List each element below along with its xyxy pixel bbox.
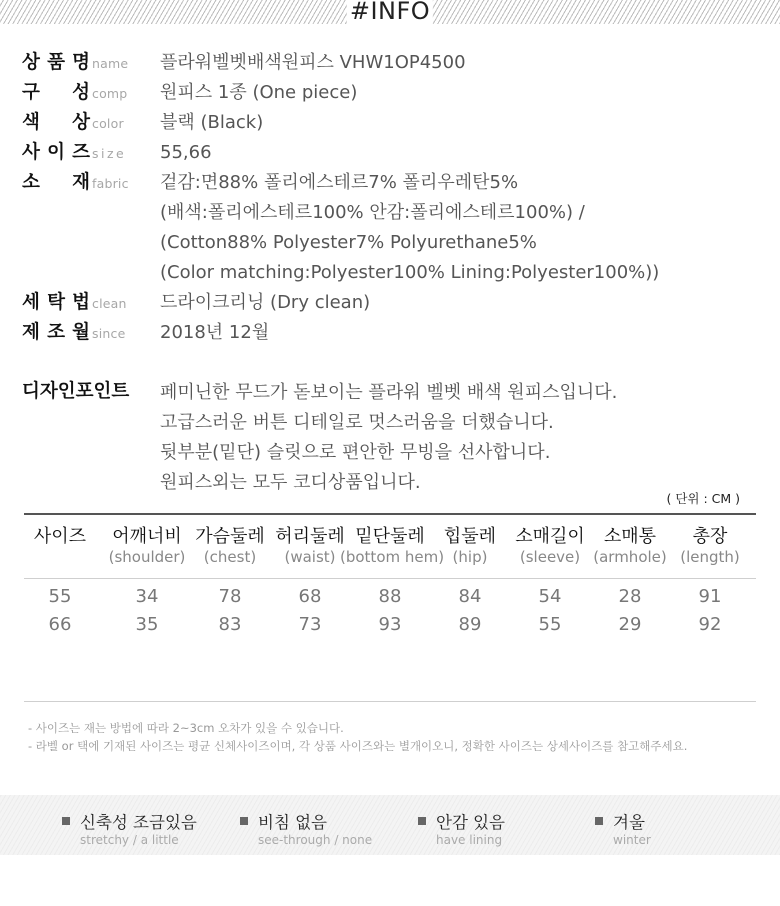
table-header-en: (bottom hem) (340, 548, 445, 566)
feature-sublabel: see-through / none (258, 833, 373, 847)
feature-label: 비침 없음 (258, 813, 328, 832)
feature-label: 겨울 (613, 813, 645, 832)
info-label-char: 즈 (72, 142, 90, 163)
feature-item (418, 809, 505, 847)
table-cell: 28 (618, 586, 642, 607)
info-row (22, 138, 762, 168)
table-header-divider (24, 578, 756, 579)
info-label-char: 조 (47, 322, 65, 343)
info-value-line: (Cotton88% Polyester7% Polyurethane5% (160, 232, 537, 253)
info-value (160, 78, 357, 108)
info-label-en: fabric (92, 176, 129, 191)
size-note: - 사이즈는 재는 방법에 따라 2~3cm 오차가 있을 수 있습니다. (28, 721, 344, 735)
table-cell: 84 (458, 586, 482, 607)
info-label-ko (22, 138, 90, 164)
table-cell: 83 (218, 614, 242, 635)
info-label-char: 성 (72, 82, 90, 103)
info-label-en: since (92, 326, 126, 341)
info-label-ko (22, 318, 90, 344)
info-row (22, 318, 762, 348)
feature-item (62, 809, 197, 847)
info-value-line: 원피스 1종 (One piece) (160, 82, 358, 103)
table-header: 소매길이 (515, 526, 585, 547)
table-header-en: (armhole) (593, 548, 667, 566)
info-label-char: 월 (72, 322, 90, 343)
info-value-line: 2018년 12월 (160, 322, 270, 343)
table-cell: 78 (218, 586, 242, 607)
info-label (22, 78, 160, 104)
table-cell: 88 (378, 586, 402, 607)
info-value-line: (Color matching:Polyester100% Lining:Polyester100%)) (160, 262, 660, 283)
table-header-en: (chest) (203, 548, 257, 566)
info-label (22, 48, 160, 74)
table-header: 밑단둘레 (355, 526, 425, 547)
design-point (22, 378, 762, 498)
table-header-en: (waist) (284, 548, 336, 566)
info-label-char: 명 (72, 52, 90, 73)
design-line: 고급스러운 버튼 디테일로 멋스러움을 더했습니다. (160, 412, 554, 433)
info-row (22, 48, 762, 78)
feature-label: 신축성 조금있음 (80, 813, 197, 832)
info-label-char: 재 (72, 172, 90, 193)
info-value-line: 플라워벨벳배색원피스 VHW1OP4500 (160, 52, 466, 73)
table-header: 어깨너비 (112, 526, 182, 547)
info-label-en: comp (92, 86, 128, 101)
square-bullet-icon (240, 817, 248, 825)
table-header: 허리둘레 (275, 526, 345, 547)
info-value-line: 블랙 (Black) (160, 112, 264, 133)
info-header-title: #INFO (347, 0, 433, 25)
info-label (22, 318, 160, 344)
product-info-list (22, 48, 762, 348)
table-header: 소매통 (603, 526, 657, 547)
info-label-char: 구 (22, 82, 40, 103)
info-label (22, 108, 160, 134)
table-header: 사이즈 (33, 526, 87, 547)
square-bullet-icon (595, 817, 603, 825)
info-value (160, 288, 370, 318)
info-label-char: 세 (22, 292, 40, 313)
unit-label: ( 단위 : CM ) (666, 491, 740, 506)
table-cell: 29 (618, 614, 642, 635)
info-label-char: 소 (22, 172, 40, 193)
info-value-line: 겉감:면88% 폴리에스테르7% 폴리우레탄5% (160, 172, 519, 193)
info-row (22, 168, 762, 288)
info-label-char: 색 (22, 112, 40, 133)
feature-item (595, 809, 651, 847)
info-label-char: 이 (47, 142, 65, 163)
info-value (160, 48, 466, 78)
table-cell: 92 (698, 614, 722, 635)
table-header: 가슴둘레 (195, 526, 265, 547)
table-cell: 93 (378, 614, 402, 635)
info-label-ko (22, 168, 90, 194)
info-value-line: 55,66 (160, 142, 212, 163)
design-line: 원피스외는 모두 코디상품입니다. (160, 472, 421, 493)
table-cell: 34 (135, 586, 159, 607)
info-label (22, 138, 160, 164)
square-bullet-icon (62, 817, 70, 825)
info-value (160, 318, 269, 348)
info-label-ko (22, 108, 90, 134)
table-header-en: (hip) (452, 548, 488, 566)
info-value-line: 드라이크리닝 (Dry clean) (160, 292, 371, 313)
design-line: 페미닌한 무드가 돋보이는 플라워 벨벳 배색 원피스입니다. (160, 382, 618, 403)
feature-item (240, 809, 372, 847)
info-value-line: (배색:폴리에스테르100% 안감:폴리에스테르100%) / (160, 202, 585, 223)
square-bullet-icon (418, 817, 426, 825)
table-bottom-rule (24, 701, 756, 702)
info-label-ko (22, 78, 90, 104)
feature-label: 안감 있음 (436, 813, 506, 832)
table-cell: 91 (698, 586, 722, 607)
design-point-label: 디자인포인트 (22, 381, 130, 402)
table-cell: 66 (48, 614, 72, 635)
info-label-en: size (92, 146, 127, 161)
info-value (160, 138, 212, 168)
info-label-char: 제 (22, 322, 40, 343)
info-label-char: 탁 (47, 292, 65, 313)
info-label-ko (22, 48, 90, 74)
info-label-en: clean (92, 296, 127, 311)
info-header-band (0, 0, 780, 24)
table-cell: 54 (538, 586, 562, 607)
info-label-char: 법 (72, 292, 90, 313)
table-cell: 35 (135, 614, 159, 635)
info-row (22, 108, 762, 138)
info-label (22, 288, 160, 314)
feature-sublabel: winter (613, 833, 651, 847)
info-row (22, 78, 762, 108)
table-header-en: (shoulder) (108, 548, 186, 566)
info-label-en: name (92, 56, 129, 71)
design-point-text (160, 378, 617, 498)
table-header-en: (sleeve) (519, 548, 581, 566)
size-note: - 라벨 or 택에 기재된 사이즈는 평균 신체사이즈이며, 각 상품 사이즈와는 별개이오니, 정확한 사이즈는 상세사이즈를 참고해주세요. (28, 739, 688, 753)
table-header-en: (length) (680, 548, 740, 566)
feature-sublabel: stretchy / a little (80, 833, 179, 847)
info-label-en: color (92, 116, 124, 131)
table-cell: 55 (538, 614, 562, 635)
info-label-ko (22, 288, 90, 314)
feature-strip (0, 795, 780, 855)
table-header: 총장 (692, 526, 728, 547)
table-header: 힙둘레 (443, 526, 497, 547)
info-value (160, 108, 263, 138)
info-label (22, 168, 160, 194)
feature-sublabel: have lining (436, 833, 503, 847)
info-row (22, 288, 762, 318)
table-cell: 68 (298, 586, 322, 607)
info-label-char: 상 (22, 52, 40, 73)
table-cell: 73 (298, 614, 322, 635)
info-label-char: 품 (47, 52, 65, 73)
info-value (160, 168, 659, 288)
table-cell: 89 (458, 614, 482, 635)
info-label-char: 상 (72, 112, 90, 133)
info-label-char: 사 (22, 142, 40, 163)
table-cell: 55 (48, 586, 72, 607)
design-line: 뒷부분(밑단) 슬릿으로 편안한 무빙을 선사합니다. (160, 442, 551, 463)
table-top-rule (24, 513, 756, 515)
